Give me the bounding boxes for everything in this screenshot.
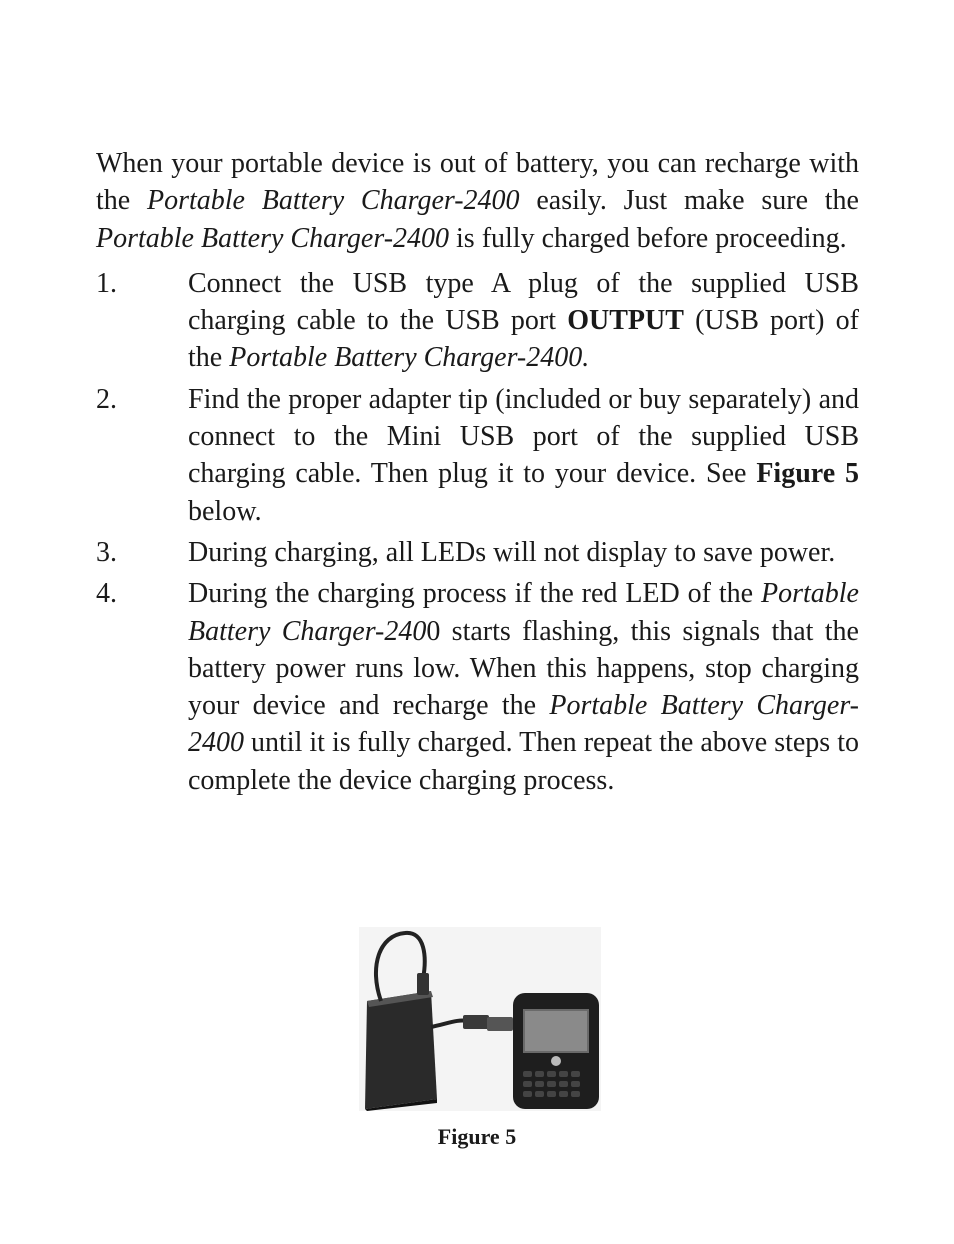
step-text: (USB port) of the (188, 305, 859, 374)
step-number: 4. (96, 578, 117, 610)
intro-text: When your portable device is out of battery, you can recharge with the (96, 148, 859, 217)
output-label: OUTPUT (567, 305, 684, 337)
steps-list (96, 265, 859, 799)
intro-paragraph (96, 145, 859, 257)
intro-text: is fully charged before proceeding. (449, 222, 847, 254)
step-text: Find the proper adapter tip (included or buy separately) and connect to the Mini USB port of the supplied USB charging cable. Then plug it to your device. See (188, 383, 859, 490)
step-text: 0 starts flashing, this signals that the battery power runs low. When this happens, stop charging your device and recharge the (188, 615, 859, 722)
step-3 (96, 534, 859, 571)
step-text: Connect the USB type A plug of the supplied USB charging cable to the USB port (188, 267, 859, 337)
step-number: 2. (96, 383, 117, 415)
battery-charger-image (365, 991, 437, 1111)
figure-caption: Figure 5 (437, 1124, 517, 1149)
step-1 (96, 265, 859, 377)
product-name: Portable Battery Charger-2400 (96, 222, 450, 254)
product-name: Portable Battery Charger-2400. (229, 342, 590, 374)
step-4 (96, 575, 859, 799)
step-text: During charging, all LEDs will not display to save power. (188, 536, 836, 568)
step-text: below. (188, 495, 262, 527)
intro-text: easily. Just make sure the (519, 185, 859, 217)
product-name: Portable Battery Charger-2400 (146, 185, 520, 217)
product-name: Portable Battery Charger-2400 (188, 690, 859, 759)
page-content (96, 145, 859, 799)
figure-reference: Figure 5 (756, 458, 859, 490)
step-2 (96, 381, 859, 530)
product-name: Portable Battery Charger-240 (188, 578, 859, 647)
figure-5-photo (359, 927, 601, 1111)
step-text: During the charging process if the red LED of the (188, 578, 761, 610)
step-text: until it is fully charged. Then repeat the above steps to complete the device charging process. (188, 727, 859, 796)
step-number: 1. (96, 267, 117, 299)
phone-image (513, 993, 599, 1109)
step-number: 3. (96, 536, 117, 568)
